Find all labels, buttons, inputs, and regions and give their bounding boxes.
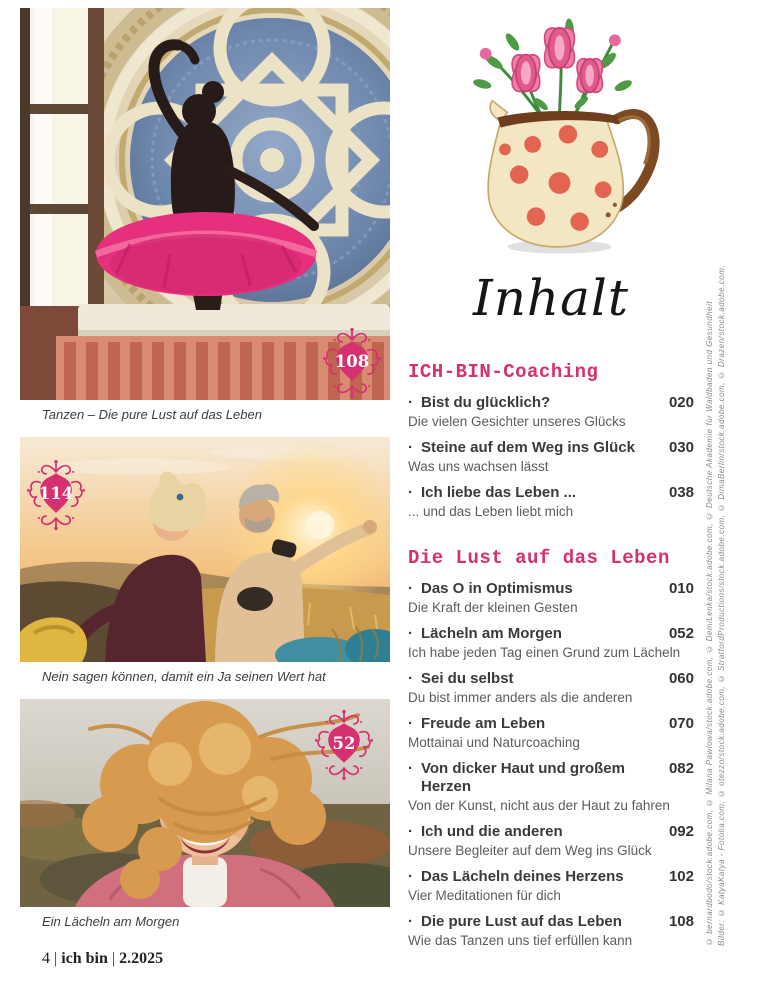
toc-sections xyxy=(408,361,694,949)
photo-credits xyxy=(705,228,726,946)
page-badge xyxy=(319,325,385,400)
entry-subtitle: Ich habe jeden Tag einen Grund zum Lächeln xyxy=(408,645,681,660)
toc-entry[interactable] xyxy=(408,439,694,475)
entry-subtitle: Mottainai und Naturcoaching xyxy=(408,735,580,750)
toc-entry-head[interactable] xyxy=(408,760,694,796)
entry-bullet: · xyxy=(408,913,413,930)
entry-title: Bist du glücklich? xyxy=(421,394,551,411)
page-badge xyxy=(23,457,89,533)
pitcher-illustration xyxy=(442,10,677,262)
entry-page-number: 070 xyxy=(668,715,694,732)
toc-column xyxy=(408,0,694,958)
entry-subtitle: Die vielen Gesichter unseres Glücks xyxy=(408,414,626,429)
flower-pitcher-icon xyxy=(442,10,677,262)
toc-entry-head[interactable] xyxy=(408,913,694,931)
entry-subtitle: Die Kraft der kleinen Gesten xyxy=(408,600,578,615)
entry-title: Ich liebe das Leben ... xyxy=(421,484,577,501)
entry-bullet: · xyxy=(408,394,413,411)
toc-entry-head[interactable] xyxy=(408,484,694,502)
toc-entry[interactable] xyxy=(408,580,694,616)
photo-caption: Nein sagen können, damit ein Ja seinen Wert hat xyxy=(42,669,326,684)
footer-separator: | xyxy=(54,950,58,967)
toc-entry-head[interactable] xyxy=(408,670,694,688)
entry-page-number: 108 xyxy=(668,913,694,930)
entry-page-number: 082 xyxy=(668,760,694,777)
toc-entry-head[interactable] xyxy=(408,625,694,643)
photo-couple-sunset xyxy=(20,437,390,662)
toc-entry-head[interactable] xyxy=(408,580,694,598)
entry-subtitle: Unsere Begleiter auf dem Weg ins Glück xyxy=(408,843,652,858)
entry-page-number: 060 xyxy=(668,670,694,687)
toc-entry[interactable] xyxy=(408,823,694,859)
entry-page-number: 038 xyxy=(668,484,694,501)
entry-subtitle: ... und das Leben liebt mich xyxy=(408,504,574,519)
entry-title: Ich und die anderen xyxy=(421,823,563,840)
entry-title: Sei du selbst xyxy=(421,670,514,687)
entry-bullet: · xyxy=(408,625,413,642)
credits-line-2: © bernardbodo/stock.adobe.com, © Milana Pawlowa/stock.adobe.com, © DemiLenka/stock.adobe.com, © Deutsche Akademie für Waldbaden und Gesundheit xyxy=(705,300,714,946)
photo-ballerina xyxy=(20,8,390,400)
toc-section xyxy=(408,547,694,949)
entry-bullet: · xyxy=(408,670,413,687)
footer-separator: | xyxy=(111,950,116,967)
toc-entry[interactable] xyxy=(408,394,694,430)
page-footer xyxy=(42,950,163,968)
toc-entry-head[interactable] xyxy=(408,823,694,841)
section-entries xyxy=(408,580,694,949)
entry-title: Das O in Optimismus xyxy=(421,580,573,597)
entry-subtitle: Wie das Tanzen uns tief erfüllen kann xyxy=(408,933,633,948)
photo-smiling-woman xyxy=(20,699,390,907)
entry-title: Lächeln am Morgen xyxy=(421,625,562,642)
toc-entry-head[interactable] xyxy=(408,868,694,886)
section-entries xyxy=(408,394,694,520)
toc-entry-head[interactable] xyxy=(408,715,694,733)
entry-bullet: · xyxy=(408,715,413,732)
entry-bullet: · xyxy=(408,760,413,777)
page-badge xyxy=(311,707,377,783)
badge-number: 114 xyxy=(38,483,74,503)
entry-page-number: 102 xyxy=(668,868,694,885)
toc-entry[interactable] xyxy=(408,484,694,520)
toc-entry-head[interactable] xyxy=(408,439,694,457)
footer-page-number: 4 xyxy=(42,950,50,967)
entry-bullet: · xyxy=(408,439,413,456)
toc-entry[interactable] xyxy=(408,670,694,706)
section-heading: ICH-BIN-Coaching xyxy=(408,361,599,383)
badge-number: 52 xyxy=(332,733,356,753)
toc-title: Inhalt xyxy=(472,269,630,327)
toc-entry[interactable] xyxy=(408,913,694,949)
entry-title: Freude am Leben xyxy=(421,715,546,732)
toc-entry[interactable] xyxy=(408,715,694,751)
credits-line-1: Bilder: © KatyaKatya - Fotolia.com, © otezzo/stock.adobe.com, © StratfordProductions/stock.adobe.com, © DimaBerlin/stock.adobe.com, © Drazen/stock.adobe.com, xyxy=(717,264,726,946)
toc-entry[interactable] xyxy=(408,625,694,661)
toc-entry-head[interactable] xyxy=(408,394,694,412)
entry-subtitle: Von der Kunst, nicht aus der Haut zu fahren xyxy=(408,798,670,813)
entry-subtitle: Was uns wachsen lässt xyxy=(408,459,549,474)
entry-bullet: · xyxy=(408,868,413,885)
entry-title: Das Lächeln deines Herzens xyxy=(421,868,624,885)
entry-page-number: 092 xyxy=(668,823,694,840)
entry-page-number: 052 xyxy=(668,625,694,642)
photo-caption: Tanzen – Die pure Lust auf das Leben xyxy=(42,407,262,422)
footer-magazine-title: ich bin xyxy=(61,950,108,967)
toc-entry[interactable] xyxy=(408,868,694,904)
entry-page-number: 020 xyxy=(668,394,694,411)
entry-bullet: · xyxy=(408,823,413,840)
entry-title: Steine auf dem Weg ins Glück xyxy=(421,439,635,456)
entry-bullet: · xyxy=(408,580,413,597)
photo-caption: Ein Lächeln am Morgen xyxy=(42,914,180,929)
footer-issue: 2.2025 xyxy=(119,950,164,967)
badge-number: 108 xyxy=(334,351,370,371)
section-heading: Die Lust auf das Leben xyxy=(408,547,670,569)
toc-entry[interactable] xyxy=(408,760,694,814)
entry-page-number: 030 xyxy=(668,439,694,456)
entry-title: Die pure Lust auf das Leben xyxy=(421,913,622,930)
entry-subtitle: Du bist immer anders als die anderen xyxy=(408,690,633,705)
entry-page-number: 010 xyxy=(668,580,694,597)
entry-title: Von dicker Haut und großem Herzen xyxy=(421,760,625,795)
photo-column xyxy=(20,8,390,944)
entry-subtitle: Vier Meditationen für dich xyxy=(408,888,561,903)
entry-bullet: · xyxy=(408,484,413,501)
toc-section xyxy=(408,361,694,520)
